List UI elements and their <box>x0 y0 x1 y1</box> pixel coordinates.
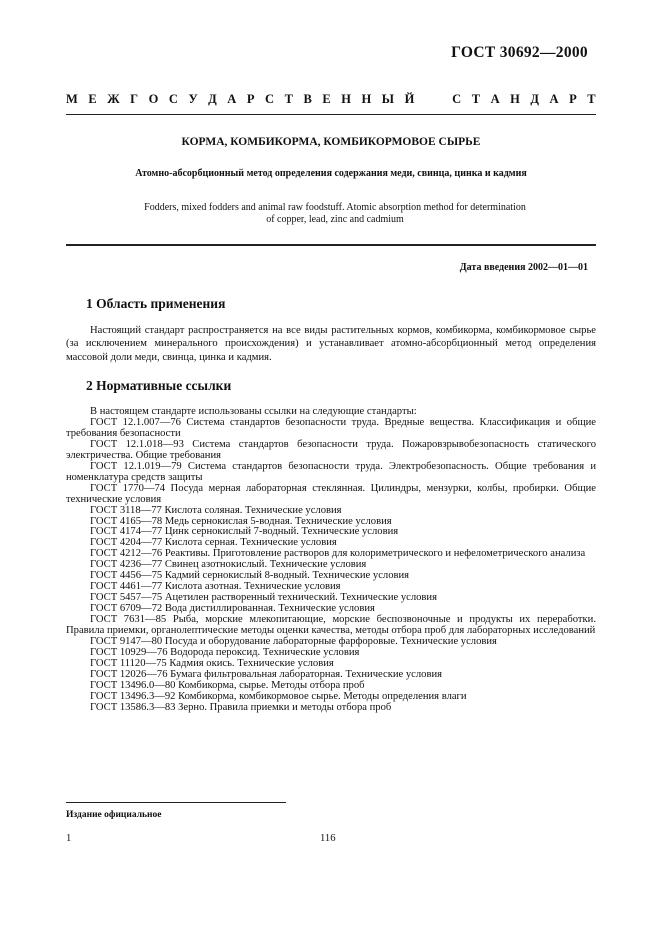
reference-item: ГОСТ 11120—75 Кадмия окись. Технические условия <box>90 657 334 669</box>
references-intro: В настоящем стандарте использованы ссылки на следующие стандарты: <box>90 406 417 417</box>
banner-letter: Р <box>246 92 255 106</box>
banner-letter: Е <box>322 92 331 106</box>
document-number: ГОСТ 30692—2000 <box>451 44 588 61</box>
document-subtitle: Атомно-абсорбционный метод определения содержания меди, свинца, цинка и кадмия <box>135 168 527 179</box>
page-number-left: 1 <box>66 833 72 844</box>
footer-divider <box>66 802 286 803</box>
banner-letter: Т <box>587 92 596 106</box>
banner-letter: С <box>452 92 462 106</box>
banner-letter: Г <box>130 92 139 106</box>
official-edition-label: Издание официальное <box>66 810 162 820</box>
document-title: КОРМА, КОМБИКОРМА, КОМБИКОРМОВОЕ СЫРЬЕ <box>181 136 481 148</box>
banner-letter: Т <box>284 92 293 106</box>
banner-letter: Й <box>404 92 415 106</box>
reference-item: ГОСТ 4204—77 Кислота серная. Технические условия <box>90 537 337 549</box>
banner-letter: О <box>148 92 159 106</box>
banner-letter: А <box>227 92 237 106</box>
reference-item: ГОСТ 10929—76 Водорода пероксид. Технические условия <box>90 646 360 658</box>
banner-letter: Д <box>208 92 217 106</box>
top-divider <box>66 114 596 115</box>
reference-item: ГОСТ 12.1.018—93 Система стандартов безопасности труда. Пожаровзрывобезопасность статического электричества. Общие требования <box>66 438 596 461</box>
banner-letter: С <box>265 92 275 106</box>
reference-item: ГОСТ 9147—80 Посуда и оборудование лабораторные фарфоровые. Технические условия <box>90 636 497 648</box>
english-title-line: Fodders, mixed fodders and animal raw foodstuff. Atomic absorption method for determination <box>144 202 526 213</box>
reference-item: ГОСТ 3118—77 Кислота соляная. Технические условия <box>90 504 342 516</box>
reference-item: ГОСТ 7631—85 Рыба, морские млекопитающие, морские беспозвоночные и продукты их переработки. Правила приемки, органолептические методы оценки качества, методы отбора проб для лабораторных исследований <box>66 614 596 637</box>
normative-references-list <box>66 407 596 714</box>
banner-letter: М <box>66 92 78 106</box>
page-number-center: 116 <box>320 833 336 844</box>
reference-item: ГОСТ 1770—74 Посуда мерная лабораторная стеклянная. Цилиндры, мензурки, колбы, пробирки. Общие технические условия <box>66 482 596 505</box>
banner-letter: Ж <box>107 92 120 106</box>
reference-item: ГОСТ 4456—75 Кадмий сернокислый 8-водный. Технические условия <box>90 570 410 582</box>
banner-letter: А <box>490 92 500 106</box>
banner-letter: Н <box>361 92 372 106</box>
reference-item: ГОСТ 13496.0—80 Комбикорма, сырье. Методы отбора проб <box>90 679 365 691</box>
banner-letter: С <box>168 92 178 106</box>
reference-item: ГОСТ 5457—75 Ацетилен растворенный технический. Технические условия <box>90 592 437 604</box>
banner-letter: Ы <box>381 92 395 106</box>
banner-letter: Е <box>88 92 97 106</box>
reference-item: ГОСТ 4165—78 Медь сернокислая 5-водная. Технические условия <box>90 515 392 527</box>
section-1-body <box>66 324 596 364</box>
reference-item: ГОСТ 13496.3—92 Комбикорма, комбикормовое сырье. Методы определения влаги <box>90 690 467 702</box>
banner-letter: Д <box>530 92 540 106</box>
section-2-heading: 2 Нормативные ссылки <box>86 378 232 393</box>
reference-item: ГОСТ 12026—76 Бумага фильтровальная лабораторная. Технические условия <box>90 668 442 680</box>
reference-item: ГОСТ 4174—77 Цинк сернокислый 7-водный. Технические условия <box>90 526 399 538</box>
title-divider <box>66 244 596 246</box>
banner-letter: В <box>303 92 312 106</box>
effective-date: Дата введения 2002—01—01 <box>459 262 588 273</box>
banner-gap <box>438 92 441 107</box>
banner-letter: А <box>549 92 559 106</box>
reference-item: ГОСТ 4212—76 Реактивы. Приготовление растворов для колориметрического и нефелометрического анализа <box>90 548 586 560</box>
banner-gap <box>425 92 428 107</box>
reference-item: ГОСТ 4461—77 Кислота азотная. Технические условия <box>90 581 341 593</box>
reference-item: ГОСТ 12.1.019—79 Система стандартов безопасности труда. Электробезопасность. Общие требования и номенклатура средств защиты <box>66 460 596 483</box>
english-title <box>120 202 550 226</box>
section-1-heading: 1 Область применения <box>86 296 226 311</box>
english-title-line: of copper, lead, zinc and cadmium <box>266 214 404 225</box>
reference-item: ГОСТ 6709—72 Вода дистиллированная. Технические условия <box>90 603 375 615</box>
banner-letter: Н <box>341 92 351 106</box>
section-1-paragraph: Настоящий стандарт распространяется на все виды растительных кормов, комбикорма, комбикормовое сырье (за исключением минерального происхождения) и устанавливает атомно-абсорбционный метод определения массовой доли меди, свинца, цинка и кадмия. <box>66 325 596 363</box>
reference-item: ГОСТ 12.1.007—76 Система стандартов безопасности труда. Вредные вещества. Классификация и общие требования безопасности <box>66 416 596 439</box>
banner-letter: Н <box>510 92 520 106</box>
banner-letter: Р <box>569 92 577 106</box>
reference-item: ГОСТ 13586.3—83 Зерно. Правила приемки и методы отбора проб <box>90 701 392 713</box>
interstate-standard-banner <box>66 92 596 107</box>
banner-letter: У <box>188 92 198 106</box>
reference-item: ГОСТ 4236—77 Свинец азотнокислый. Технические условия <box>90 559 367 571</box>
banner-letter: Т <box>471 92 481 106</box>
